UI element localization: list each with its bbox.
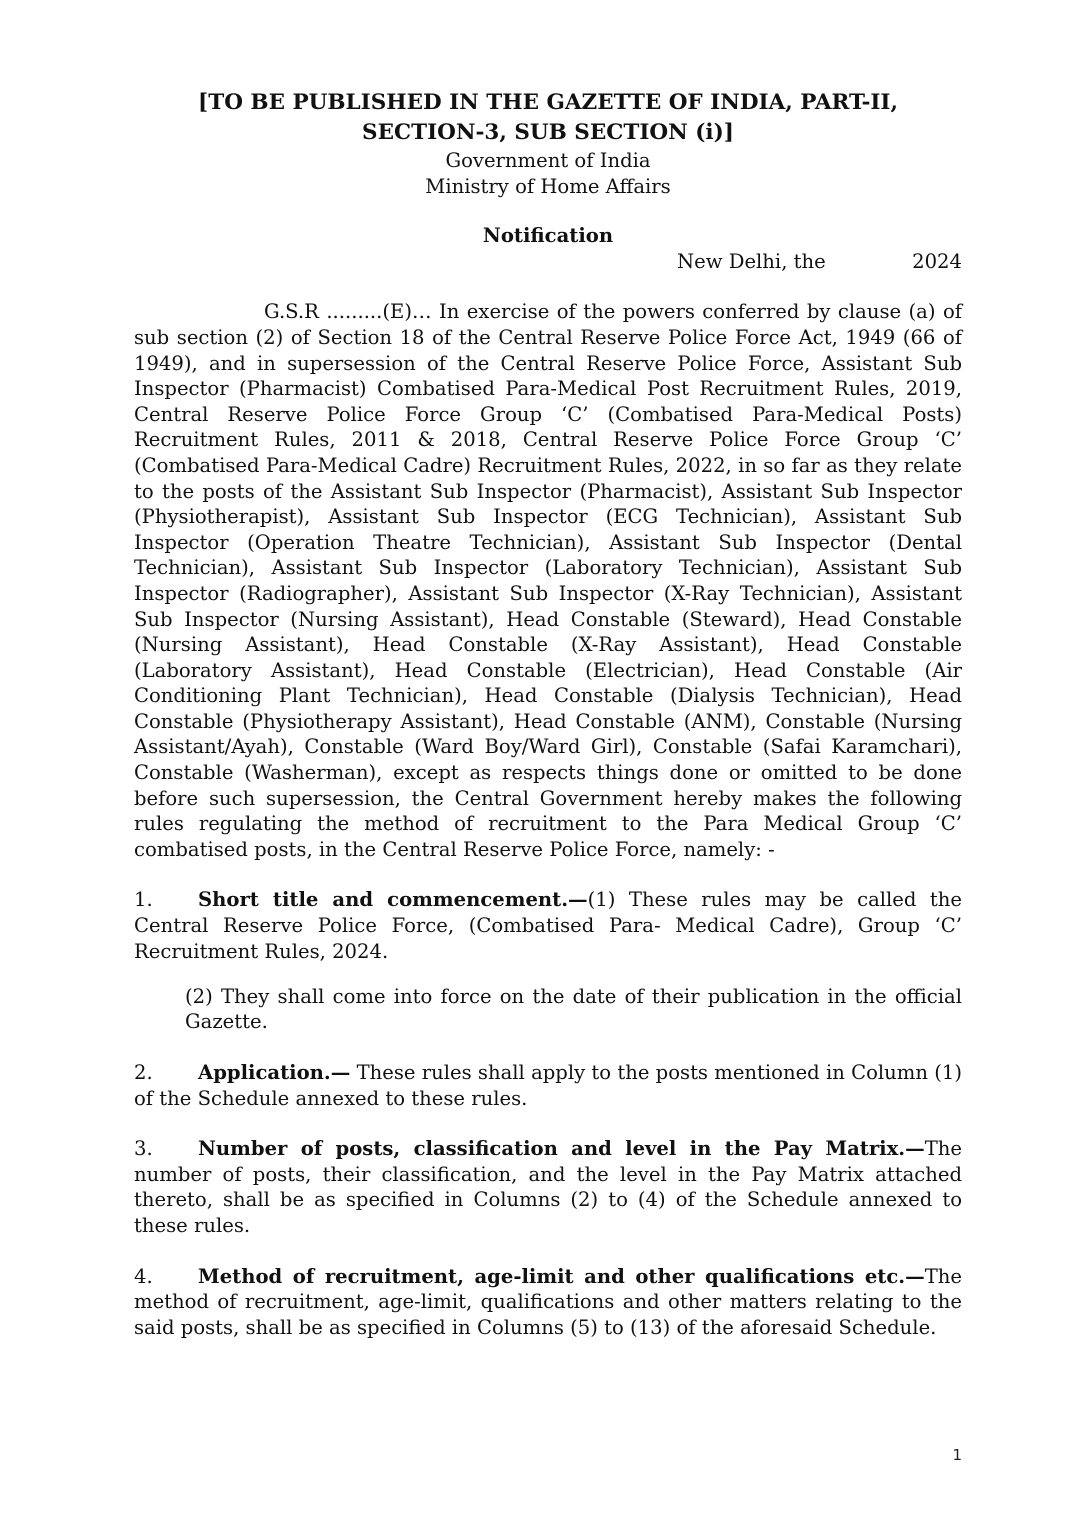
rule-4-title: Method of recruitment, age-limit and other qualifications etc.— bbox=[198, 1264, 925, 1288]
rule-2-text: These rules shall apply to the posts mentioned in Column (1) of the Schedule annexed to these rules. bbox=[134, 1061, 962, 1110]
government-name: Government of India bbox=[445, 149, 651, 172]
rule-4-number: 4. bbox=[134, 1264, 153, 1288]
dateline-year: 2024 bbox=[912, 249, 962, 273]
rule-2-number: 2. bbox=[134, 1061, 153, 1084]
notification-title: Notification bbox=[482, 224, 614, 248]
rule-3-text: The number of posts, their classification, and the level in the Pay Matrix attached thereto, shall be as specified in Columns (2) to (4) of the Schedule annexed to these rules. bbox=[134, 1137, 962, 1237]
page-number: 1 bbox=[952, 1446, 962, 1464]
rule-1-subclause-2: (2) They shall come into force on the date of their publication in the official Gazette. bbox=[185, 984, 962, 1034]
dateline-place: New Delhi, the bbox=[677, 249, 826, 273]
rule-2-title: Application.— bbox=[198, 1061, 351, 1084]
document-page bbox=[134, 88, 962, 1340]
rule-3 bbox=[134, 1136, 962, 1238]
dateline bbox=[134, 249, 962, 275]
gazette-heading-line-1: [TO BE PUBLISHED IN THE GAZETTE OF INDIA, PART-II, bbox=[198, 90, 898, 115]
rule-4-text: The method of recruitment, age-limit, qualifications and other matters relating to the said posts, shall be as specified in Columns (5) to (13) of the aforesaid Schedule. bbox=[134, 1264, 962, 1339]
rule-3-title: Number of posts, classification and level in the Pay Matrix.— bbox=[198, 1137, 925, 1161]
preamble-paragraph: G.S.R .........(E)… In exercise of the powers conferred by clause (a) of sub section (2) of Section 18 of the Central Reserve Police Force Act, 1949 (66 of 1949), and in supersession of the Central Reserve Police Force, Assistant Sub Inspector (Pharmacist) Combatised Para-Medical Post Recruitment Rules, 2019, Central Reserve Police Force Group ‘C’ (Combatised Para-Medical Posts) Recruitment Rules, 2011 & 2018, Central Reserve Police Force Group ‘C’ (Combatised Para-Medical Cadre) Recruitment Rules, 2022, in so far as they relate to the posts of the Assistant Sub Inspector (Pharmacist), Assistant Sub Inspector (Physiotherapist), Assistant Sub Inspector (ECG Technician), Assistant Sub Inspector (Operation Theatre Technician), Assistant Sub Inspector (Dental Technician), Assistant Sub Inspector (Laboratory Technician), Assistant Sub Inspector (Radiographer), Assistant Sub Inspector (X-Ray Technician), Assistant Sub Inspector (Nursing Assistant), Head Constable (Steward), Head Constable (Nursing Assistant), Head Constable (X-Ray Assistant), Head Constable (Laboratory Assistant), Head Constable (Electrician), Head Constable (Air Conditioning Plant Technician), Head Constable (Dialysis Technician), Head Constable (Physiotherapy Assistant), Head Constable (ANM), Constable (Nursing Assistant/Ayah), Constable (Ward Boy/Ward Girl), Constable (Safai Karamchari), Constable (Washerman), except as respects things done or omitted to be done before such supersession, the Central Government hereby makes the following rules regulating the method of recruitment to the Para Medical Group ‘C’ combatised posts, in the Central Reserve Police Force, namely: - bbox=[134, 300, 962, 861]
rule-3-number: 3. bbox=[134, 1137, 153, 1161]
ministry-name: Ministry of Home Affairs bbox=[425, 174, 671, 198]
rule-1-text: (1) These rules may be called the Central Reserve Police Force, (Combatised Para- Medical Cadre), Group ‘C’ Recruitment Rules, 2024. bbox=[134, 888, 962, 963]
rule-2 bbox=[134, 1060, 962, 1111]
rule-1 bbox=[134, 887, 962, 964]
gazette-heading-line-2: SECTION-3, SUB SECTION (i)] bbox=[362, 120, 734, 145]
rule-4 bbox=[134, 1264, 962, 1341]
rule-1-title: Short title and commencement.— bbox=[198, 888, 588, 912]
rule-1-number: 1. bbox=[134, 888, 153, 912]
